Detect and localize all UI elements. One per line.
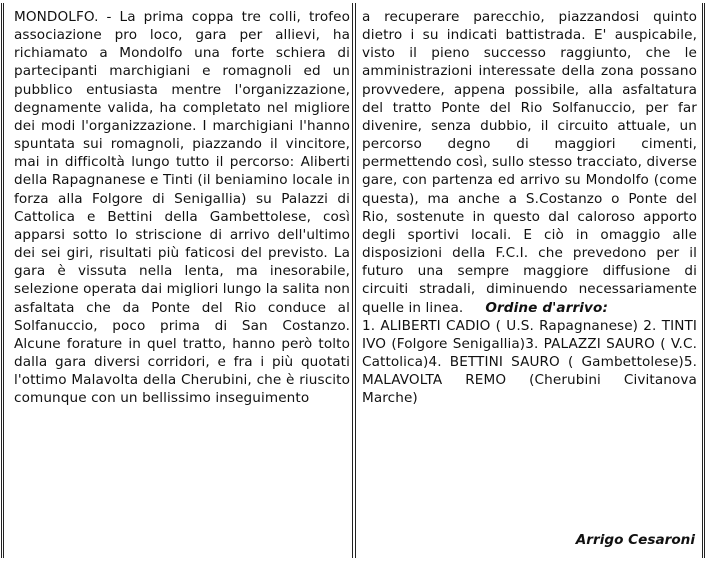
article-left-column: [14, 8, 350, 407]
article-body-right-text: a recuperare parecchio, piazzandosi quinto dietro i su indicati battistrada. E' auspicabile, visto il pieno successo raggiunto, che le amministrazioni interessate della zona possano provvedere, appena possibile, alla asfaltatura del tratto Ponte del Rio Solfanuccio, per far divenire, senza dubbio, il circuito attuale, un percorso degno di maggiori cimenti, permettendo così, sullo stesso tracciato, diverse gare, con partenza ed arrivo su Mondolfo (come questa), ma anche a S.Costanzo o Ponte del Rio, sostenute in questo dal caloroso apporto degli sportivi locali. E ciò in omaggio alle disposizioni della F.C.I. che prevedono per il futuro una sempre maggiore diffusione di circuiti stradali, diminuendo necessariamente quelle in linea.: [362, 9, 697, 316]
results-list: 1. ALIBERTI CADIO ( U.S. Rapagnanese) 2. TINTI IVO (Folgore Senigallia)3. PALAZZI SAURO ( V.C. Cattolica)4. BETTINI SAURO ( Gambettolese)5. MALAVOLTA REMO (Cherubini Civitanova Marche): [362, 317, 697, 407]
article-body-right: [362, 8, 697, 317]
article-body-left: MONDOLFO. - La prima coppa tre colli, trofeo associazione pro loco, gara per allievi, ha richiamato a Mondolfo una forte schiera di partecipanti marchigiani e romagnoli ed un pubblico entusiasta mentre l'organizzazione, degnamente valida, ha completato nel migliore dei modi l'organizzazione. I marchigiani l'hanno spuntata sui romagnoli, piazzando il vincitore, mai in difficoltà lungo tutto il percorso: Aliberti della Rapagnanese e Tinti (il beniamino locale in forza alla Folgore di Senigallia) su Palazzi di Cattolica e Bettini della Gambettolese, così apparsi sotto lo striscione di arrivo dell'ultimo dei sei giri, risultati più faticosi del previsto. La gara è vissuta nella lenta, ma inesorabile, selezione operata dai migliori lungo la salita non asfaltata che da Ponte del Rio conduce al Solfanuccio, poco prima di San Costanzo. Alcune forature in quel tratto, hanno però tolto dalla gara diversi corridori, e fra i più quotati l'ottimo Malavolta della Cherubini, che è riuscito comunque con un bellissimo inseguimento: [14, 9, 350, 407]
author-signature: Arrigo Cesaroni: [575, 532, 695, 548]
article-right-column: [362, 8, 697, 407]
order-of-arrival-heading: Ordine d'arrivo:: [485, 299, 608, 316]
column-divider: [352, 3, 356, 558]
